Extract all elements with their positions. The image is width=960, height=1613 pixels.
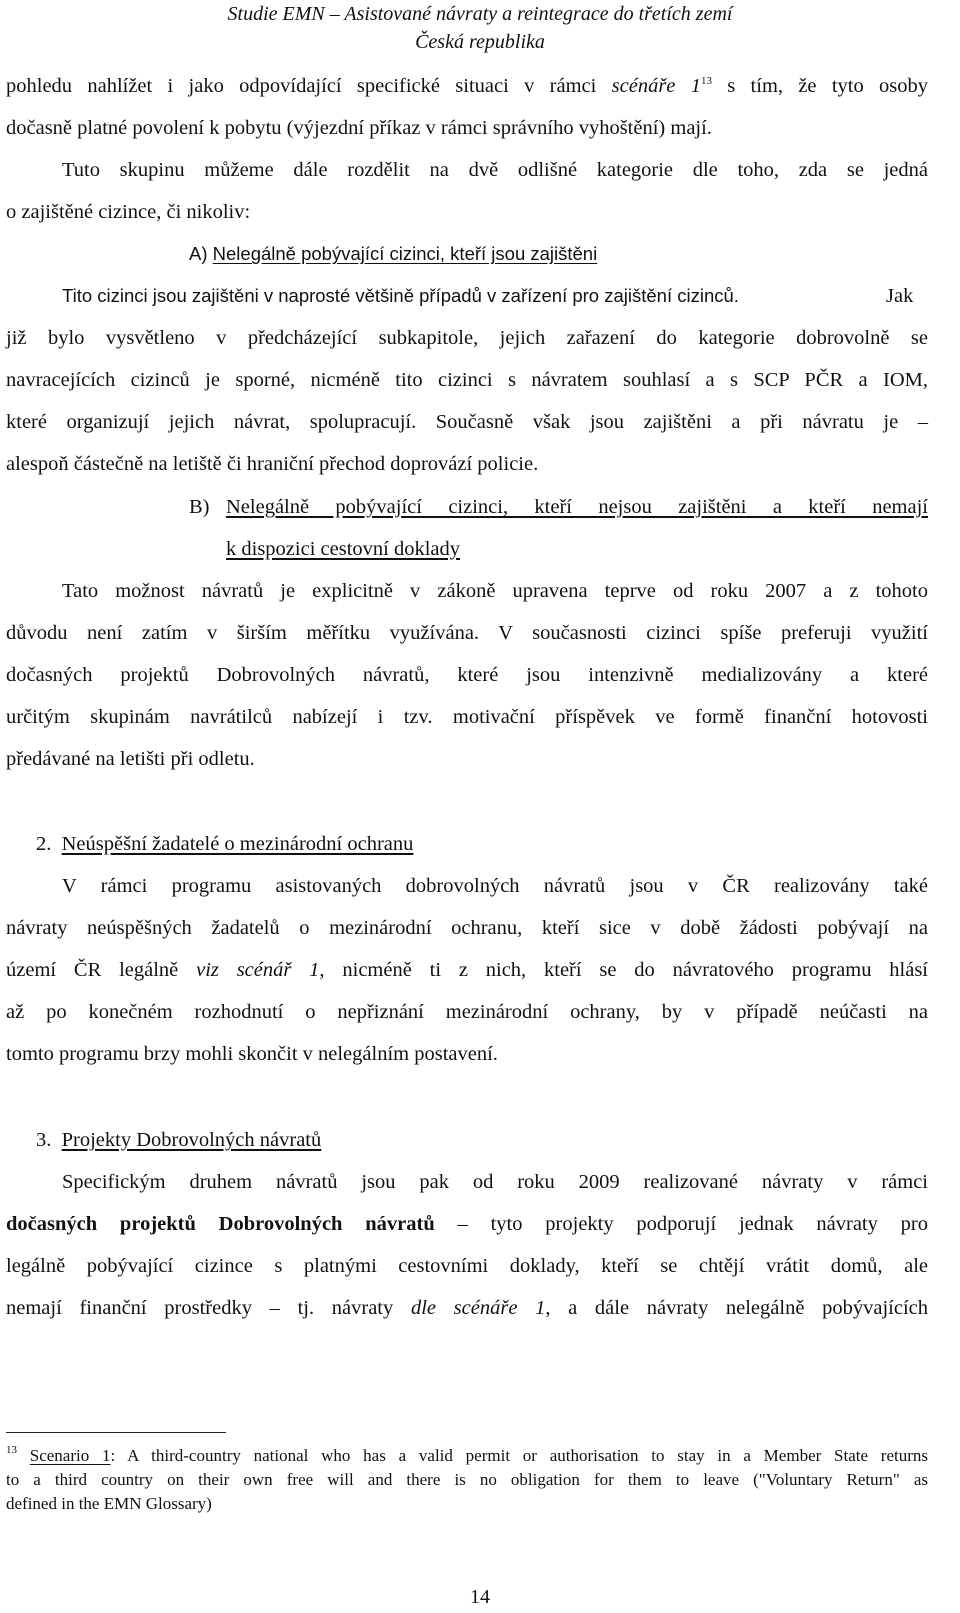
text-line: navracejících cizinců je sporné, nicméně tito cizinci s návratem souhlasí a s SCP PČR a IOM, [6,369,928,391]
subsection-b-label: B) [189,496,210,518]
page-number: 14 [470,1586,490,1608]
header-title: Studie EMN – Asistované návraty a reintegrace do třetích zemí [227,3,733,25]
footnote-separator [6,1432,226,1433]
text-line: nemají finanční prostředky – tj. návraty dle scénáře 1, a dále návraty nelegálně pobývajících [6,1297,928,1319]
text-line: Specifickým druhem návratů jsou pak od roku 2009 realizované návraty v rámci [62,1171,928,1193]
text-line: o zajištěné cizince, či nikoliv: [6,201,251,223]
text-line: Jak [886,285,914,307]
footnote-number: 13 [6,1444,17,1456]
text-line: až po konečném rozhodnutí o nepřiznání mezinárodní ochrany, by v případě neúčasti na [6,1001,928,1023]
footnote-line: defined in the EMN Glossary) [6,1494,212,1513]
footnote-line: $^{13}$ Scenario 1: A third-country national who has a valid permit or authorisation to stay in a Member State returns [6,1444,928,1465]
section-3-heading: 3. Projekty Dobrovolných návratů [36,1129,322,1151]
footnote-line: to a third country on their own free will and there is no obligation for them to leave ("Voluntary Return" as [6,1470,928,1489]
text-line: Tuto skupinu můžeme dále rozdělit na dvě odlišné kategorie dle toho, zda se jedná [62,159,928,181]
text-line: návraty neúspěšných žadatelů o mezinárodní ochranu, kteří sice v době žádosti pobývají na [6,917,928,939]
subsection-b-heading: Nelegálně pobývající cizinci, kteří nejsou zajištěni a kteří nemají [226,496,928,518]
text-line: již bylo vysvětleno v předcházející subkapitole, jejich zařazení do kategorie dobrovolně se [6,327,928,349]
footnote-reference: 13 [700,75,712,87]
text-line: pohledu nahlížet i jako odpovídající specifické situaci v rámci scénáře $1^{13}$ s tím, že tyto osoby [6,75,928,97]
subsection-a-heading: A) Nelegálně pobývající cizinci, kteří jsou zajištěni [189,243,598,264]
text-line: důvodu není zatím v širším měřítku využívána. V současnosti cizinci spíše preferuji využití [6,622,928,644]
text-line: dočasných projektů Dobrovolných návratů, které jsou intenzivně medializovány a které [6,664,928,686]
section-2-heading: 2. Neúspěšní žadatelé o mezinárodní ochranu [36,833,414,855]
text-line: které organizují jejich návrat, spolupracují. Současně však jsou zajištěni a při návratu je – [6,411,928,433]
text-line: předávané na letišti při odletu. [6,748,255,770]
header-country: Česká republika [415,31,545,53]
text-line: území ČR legálně viz scénář 1, nicméně ti z nich, kteří se do návratového programu hlásí [6,959,928,981]
text-line: V rámci programu asistovaných dobrovolných návratů jsou v ČR realizovány také [62,875,928,897]
running-header [0,0,960,56]
text-line: legálně pobývající cizince s platnými cestovními doklady, kteří se chtějí vrátit domů, ale [6,1255,928,1277]
text-line: alespoň částečně na letiště či hraniční přechod doprovází policie. [6,453,539,475]
subsection-b-heading-cont: k dispozici cestovní doklady [226,538,460,560]
text-line: určitým skupinám navrátilců nabízejí i tzv. motivační příspěvek ve formě finanční hotovosti [6,706,928,728]
text-line: tomto programu brzy mohli skončit v nelegálním postavení. [6,1043,498,1065]
text-line: dočasných projektů Dobrovolných návratů – tyto projekty podporují jednak návraty pro [6,1213,928,1235]
text-line: dočasně platné povolení k pobytu (výjezdní příkaz v rámci správního vyhoštění) mají. [6,117,712,139]
text-line: Tito cizinci jsou zajištěni v naprosté většině případů v zařízení pro zajištění cizinců. [62,285,739,306]
text-line: Tato možnost návratů je explicitně v zákoně upravena teprve od roku 2007 a z tohoto [62,580,928,602]
